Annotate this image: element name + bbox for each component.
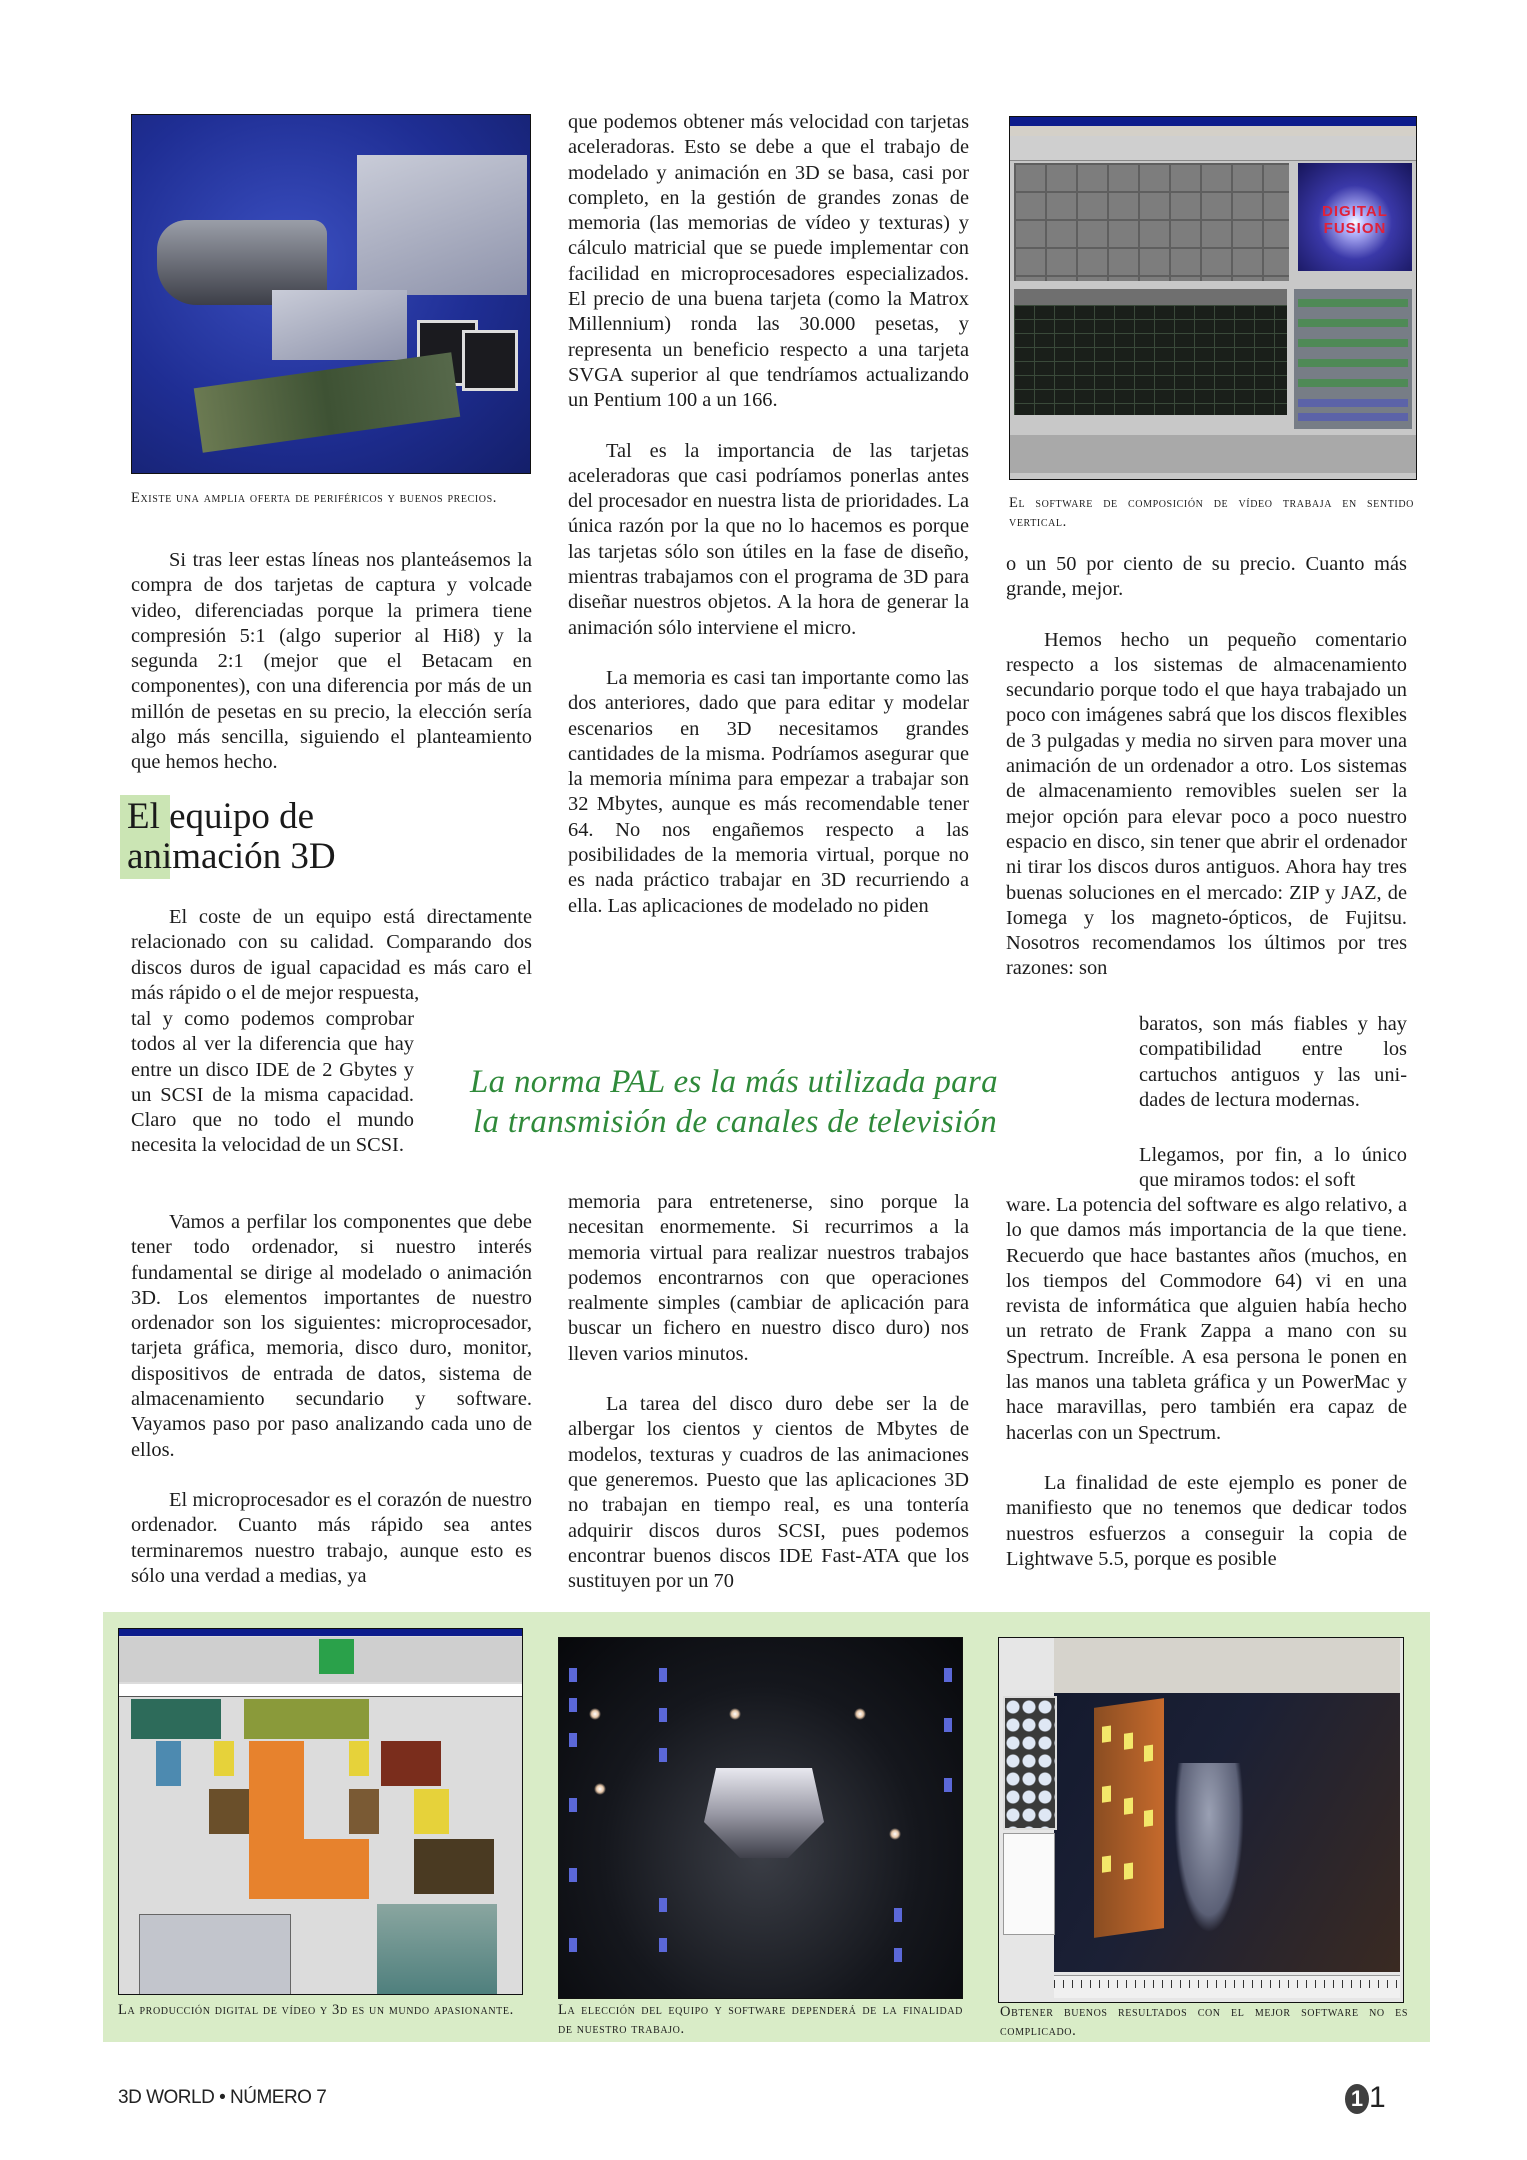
paragraph: Vamos a perfilar los componentes que debe tener todo ordenador, si nuestro interés fundamental se dirige al modelado o animación 3D. Los elementos importantes de nuestro ordenador son los siguientes: microprocesador, tarjeta gráfica, memoria, disco duro, monitor, dispositivos de entrada de datos, sistema de almacenamiento secundario y software. Vayamos paso por paso analizando cada uno de ellos. [131, 1211, 532, 1461]
digital-fusion-screenshot [1009, 116, 1417, 480]
column-3-wrap-1 [1139, 1012, 1407, 1138]
paragraph: La memoria es casi tan importante como las dos anteriores, dado que para editar y modelar escenarios en 3D necesitamos grandes cantidades de la misma. Podríamos asegurar que la memoria mínima para empezar a trabajar son 32 Mbytes, aunque es más recomendable tener 64. No nos engañemos respecto a las posibilidades de la memoria virtual, porque no es nada práctico trabajar en 3D recurriendo a ella. Las aplicaciones de modelado no piden [568, 666, 969, 917]
pull-quote [470, 1062, 1090, 1142]
heading-line-2: animación 3D [127, 836, 336, 877]
spaceship [704, 1768, 824, 1858]
column-3-top [1006, 552, 1407, 982]
production-screenshot [118, 1628, 523, 1995]
column-1-bottom [131, 1210, 532, 1614]
paragraph: memoria para entretenerse, sino porque la necesitan enormemente. Si recurrimos a la memoria virtual para realizar nuestros trabajos podemos encontrarnos con que operaciones realmente simples (cambiar de aplicación para buscar un fichero en nuestro disco duro) nos lleven varios minutos. [568, 1191, 969, 1365]
caption-digital-fusion: El software de composición de vídeo trabaja en sentido vertical. [1009, 495, 1414, 530]
floppy-disk [462, 330, 518, 391]
robot-figure [1174, 1763, 1244, 1933]
page-number-digit: 1 [1369, 2081, 1386, 2114]
pull-quote-line-2: la transmisión de canales de televisión [473, 1104, 998, 1140]
pull-quote-line-1: La norma PAL es la más utilizada para [470, 1064, 998, 1100]
window-titlebar [119, 1629, 522, 1636]
caption-hangar: la elección del equipo y software dependerá de la finalidad de nuestro trabajo. [558, 2002, 963, 2037]
column-2-bottom [568, 1190, 969, 1619]
peripherals-photo [131, 114, 531, 474]
material-palette [1003, 1696, 1057, 1830]
column-3-wrap-2 [1139, 1143, 1407, 1194]
column-3-bottom [1006, 1193, 1407, 1597]
tool-controls-panel [1294, 289, 1412, 429]
paragraph: tal y como podemos comprobar todos al ver la diferencia que hay entre un disco IDE de 2 Gbytes y un SCSI de la misma capacidad. Claro que no todo el mundo necesita la velocidad de un SCSI. [131, 1008, 414, 1157]
caption-city: Obtener buenos resultados con el mejor software no es complicado. [1000, 2004, 1408, 2039]
column-1-wrap [131, 1007, 414, 1184]
window-menubar [1010, 126, 1416, 136]
paragraph: Si tras leer estas líneas nos planteásemos la compra de dos tarjetas de captura y volcade video, diferenciadas porque la primera tiene compresión 5:1 (algo superior al Hi8) y la segunda 2:1 (mejor que el Betacam en componentes), con una diferencia por más de un millón de pesetas en su precio, la elección sería algo más sencilla, siguiendo el planteamiento que hemos hecho. [131, 549, 532, 774]
capture-card [194, 352, 461, 453]
window-toolbar [1010, 136, 1416, 161]
paragraph: que podemos obtener más velocidad con tarjetas aceleradoras. Esto se debe a que el trabajo de modelado y animación en 3D se basa, casi por completo, en la gestión de grandes zonas de memoria (las memorias de vídeo y texturas) y cálculo matricial que se puede implementar con facilidad en microprocesadores especializados. El precio de una buena tarjeta (como la Matrox Millennium) ronda las 30.000 pesetas, y representa un beneficio respecto a una tarjeta SVGA superior al que tendríamos actualizando un Pentium 100 a un 166. [568, 111, 969, 412]
spline-graph [1014, 289, 1287, 415]
paragraph: ware. La potencia del software es algo relativo, a lo que damos más importancia de la que tiene. Recuerdo que hace bastantes años (muchos, en los tiempos del Commodore 64) vi en una revista de informática que alguien había hecho un retrato de Frank Zappa a mano con su Spectrum. Increíble. A esa persona le ponen en las manos una tableta gráfica y un PowerMac y hace maravillas, pero también era capaz de hacerlas con un Spectrum. [1006, 1194, 1407, 1444]
page-number-circled-digit: 1 [1345, 2084, 1369, 2114]
paragraph: baratos, son más fiables y hay compatibilidad entre los cartuchos antiguos y las unidades de lectura modernas. [1139, 1013, 1407, 1111]
paragraph: La tarea del disco duro debe ser la de albergar los cientos y cientos de Mbytes de modelos, texturas y cuadros de las animaciones que generemos. Puesto que las aplicaciones 3D no trabajan en tiempo real, es una tontería adquirir discos duros SCSI, pues podemos encontrar buenos discos IDE Fast-ATA que los sustituyen por un 70 [568, 1393, 969, 1593]
breakout-box [272, 290, 407, 360]
hangar-render [558, 1637, 963, 1999]
timeline-ruler [1054, 1975, 1400, 1998]
column-2-top [568, 110, 969, 944]
caption-production: La producción digital de vídeo y 3d es un mundo apasionante. [118, 2002, 514, 2018]
page-number [1345, 2081, 1386, 2115]
paragraph: El microprocesador es el corazón de nuestro ordenador. Cuanto más rápido sea antes terminaremos nuestro trabajo, aunque esto es sólo una verdad a medias, ya [131, 1488, 532, 1587]
flow-node-grid [1014, 163, 1289, 281]
column-1-middle [131, 905, 532, 1006]
paragraph: Hemos hecho un pequeño comentario respecto a los sistemas de almacenamiento secundario porque todo el que haya trabajado un poco con imágenes sabrá que los discos flexibles de 3 pulgadas y media no sirven para mover una animación de un ordenador a otro. Los sistemas de almacenamiento removibles suelen ser la mejor opción para elevar poco a poco nuestro espacio en disco, sin tener que abrir el ordenador ni tirar los discos duros antiguos. Ahora hay tres buenas soluciones en el mercado: ZIP y JAZ, de Iomega y los magneto-ópticos, de Fujitsu. Nosotros recomendamos los últimos por tres razones: son [1006, 628, 1407, 980]
digital-fusion-logo: DIGITAL FUSION [1298, 163, 1412, 271]
paragraph: Llegamos, por fin, a lo único que miramos todos: el soft [1139, 1144, 1407, 1192]
paragraph: La finalidad de este ejemplo es poner de manifiesto que no tenemos que dedicar todos nuestros esfuerzos a conseguir la copia de Lightwave 5.5, porque es posible [1006, 1471, 1407, 1570]
hierarchy-panel [1003, 1833, 1055, 1935]
heading-line-1: El equipo de [127, 796, 315, 837]
section-heading [120, 795, 420, 885]
column-1-top [131, 548, 532, 801]
product-box [357, 155, 527, 295]
transport-bar [1010, 435, 1416, 473]
city-robot-screenshot [998, 1637, 1404, 2003]
paragraph: Tal es la importancia de las tarjetas aceleradoras que casi podríamos ponerlas antes del procesador en nuestra lista de prioridades. La única razón por la que no lo hacemos es porque las tarjetas sólo son útiles en la fase de diseño, mientras trabajamos con el programa de 3D para diseñar nuestros objetos. A la hora de generar la animación sólo interviene el micro. [568, 439, 969, 639]
window-titlebar [1010, 117, 1416, 126]
paragraph: El coste de un equipo está directamente relacionado con su calidad. Comparando dos discos duros de igual capacidad es más caro el más rápido o el de mejor respuesta, [131, 906, 532, 1004]
brick-building [1094, 1698, 1164, 1938]
caption-peripherals: Existe una amplia oferta de periféricos y buenos precios. [131, 490, 497, 506]
render-viewport [1054, 1693, 1400, 1972]
publication-footer: 3D WORLD • NÚMERO 7 [118, 2087, 327, 2108]
paragraph: o un 50 por ciento de su precio. Cuanto más grande, mejor. [1006, 553, 1407, 601]
